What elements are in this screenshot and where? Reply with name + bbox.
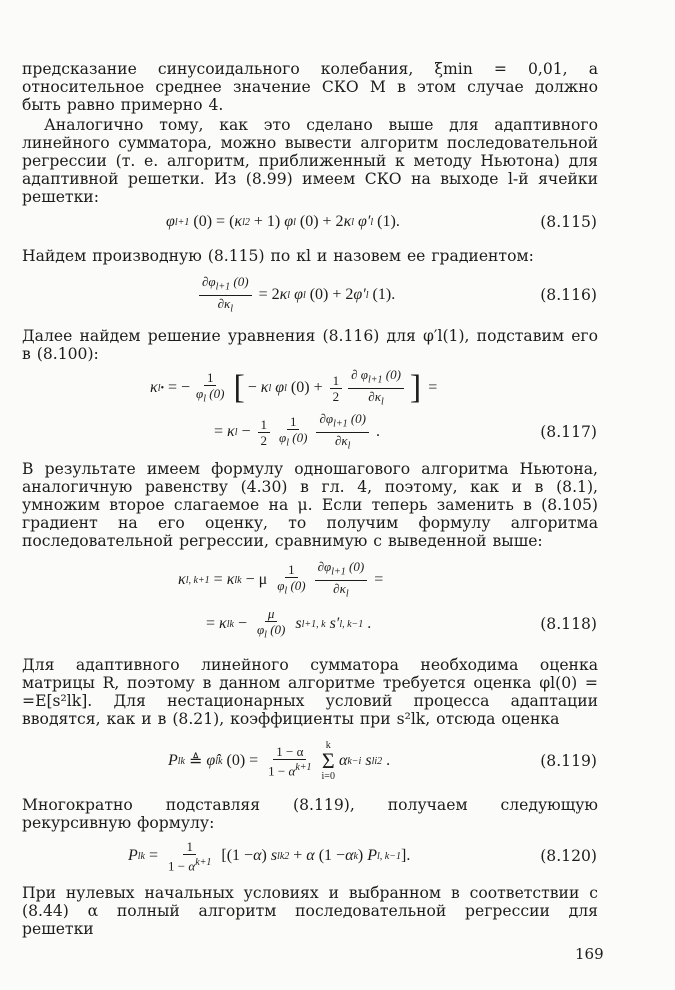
paragraph-6: Для адаптивного линейного сумматора необходима оценка матрицы R, поэтому в данном алгоритме требуется оценка φl(0) = =E[s²lk]. Для нестационарных условий процесса адаптации вводятся, как и в (8.21), коэффициенты при s²lk, отсюда оценка xyxy=(22,656,598,728)
equation-number: (8.120) xyxy=(540,847,597,865)
equation-8-115: φ l+1 (0) = ( κ l 2 + 1) φ l (0) + 2 κ l φ′ l (1). (8.115) xyxy=(166,213,597,231)
equation-8-117-line2: = κ l − $\frac{1}{2}$ 1 $\varphi_l$ (0) $\partial\varphi_{l+1}$ (0) $\partial\kappa_l$ . (8.117) xyxy=(214,410,597,452)
paragraph-5: В результате имеем формулу одношагового алгоритма Ньютона, аналогичную равенству (4.30) в гл. 4, поэтому, как и в (8.1), умножим второе слагаемое на μ. Если теперь заменить в (8.105) градиент на его оценку, то получим формулу алгоритма последовательной регрессии, сравнимую с выведенной выше: xyxy=(22,460,598,550)
paragraph-8: При нулевых начальных условиях и выбранном в соответствии с (8.44) α полный алгоритм последовательной регрессии для решетки xyxy=(22,884,598,938)
paragraph-3: Найдем производную (8.115) по κl и назовем ее градиентом: xyxy=(22,247,534,265)
equation-number: (8.115) xyxy=(540,213,597,231)
equation-8-120: P lk = $\frac{1}{1 - \alpha^{k+1}}$ [(1 − α ) s lk 2 + α (1 − α k ) P l, k−1 ]. (8.120) xyxy=(128,838,597,874)
equation-8-118-line1: κ l, k+1 = κ lk − μ 1 $\varphi_l$ (0) $\frac{\partial\varphi_{l+1} (0)}{\partial\kappa_l}$ = xyxy=(178,558,384,600)
paragraph-2: Аналогично тому, как это сделано выше для адаптивного линейного сумматора, можно вывести алгоритм последовательной регрессии (т. е. алгоритм, приближенный к методу Ньютона) для адаптивной решетки. Из (8.99) имеем СКО на выходе l-й ячейки решетки: xyxy=(22,116,598,206)
equation-8-117-line1: κ l • = − $\frac{1}{\varphi_l (0)}$ [ − κ l φ l (0) + $\frac{1}{2}$ ∂ $\varphi_{l+1}$ (0) $\partial\kappa_l$ ] = xyxy=(150,366,438,408)
equation-8-119: P lk ≜ φ̂ lk (0) = $\frac{1 - \alpha}{1 - \alpha^{k+1}}$ k Σ i=0 α k−i s li 2 . (8.119) xyxy=(168,740,597,782)
equation-8-116: $\frac{\partial\varphi_{l+1} (0)}{\partial\kappa_l}$ = 2 κ l φ l (0) + 2 φ′ l (1). (8.116) xyxy=(0,277,675,313)
paragraph-4: Далее найдем решение уравнения (8.116) для φ′l(1), подставим его в (8.100): xyxy=(22,327,598,363)
paragraph-7: Многократно подставляя (8.119), получаем следующую рекурсивную формулу: xyxy=(22,796,598,832)
equation-number: (8.119) xyxy=(540,752,597,770)
paragraph-1: предсказание синусоидального колебания, ξmin = 0,01, а относительное среднее значение СКО M в этом случае должно быть равно примерно 4. xyxy=(22,60,598,114)
page-number: 169 xyxy=(575,945,604,963)
equation-number: (8.117) xyxy=(540,423,597,441)
equation-number: (8.118) xyxy=(540,615,597,633)
equation-number: (8.116) xyxy=(540,286,597,304)
equation-8-118-line2: = κ lk − $\frac{\mu}{\varphi_l (0)}$ s l+1, k s′ l, k−1 . (8.118) xyxy=(206,605,597,641)
